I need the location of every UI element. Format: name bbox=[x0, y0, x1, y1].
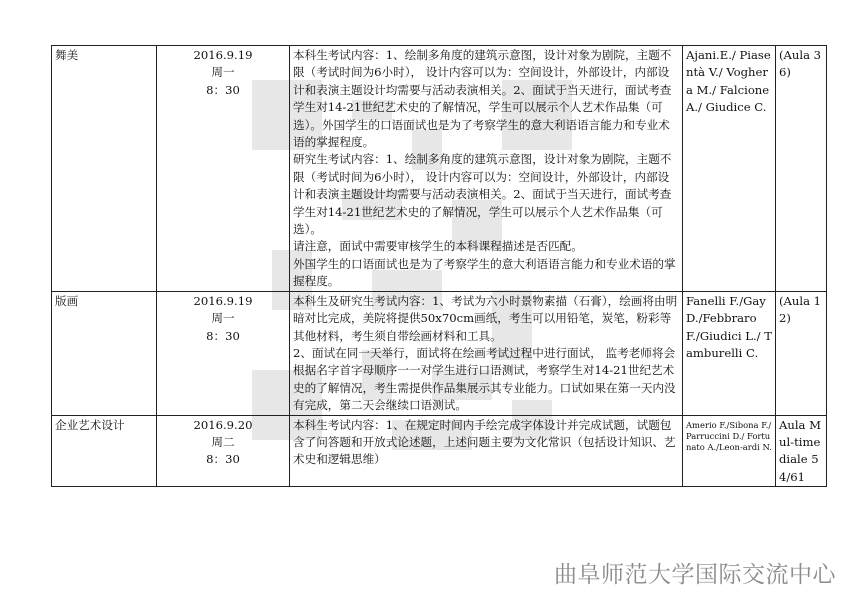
exam-weekday: 周二 bbox=[211, 434, 235, 449]
exam-description bbox=[290, 415, 683, 487]
examiners: Amerio F./Sibona F./Parruccini D./ Fortunato A./Leon-ardi N. bbox=[683, 415, 776, 487]
table-row bbox=[52, 415, 827, 487]
course-name: 企业艺术设计 bbox=[52, 415, 157, 487]
course-name: 版画 bbox=[52, 291, 157, 415]
description-paragraph: 本科生考试内容：1、绘制多角度的建筑示意图，设计对象为剧院，主题不限（考试时间为6小时）， 设计内容可以为：空间设计，外部设计，内部设计和表演主题设计均需要与活动表演相关。2、面试于当天进行，面试考查学生对14-21世纪艺术史的了解情况，学生可以展示个人艺术作品集（可选）。外国学生的口语面试也是为了考察学生的意大利语语言能力和专业术语的掌握程度。 bbox=[293, 48, 672, 150]
exam-schedule-table bbox=[51, 45, 827, 487]
description-paragraph: 2、面试在同一天举行，面试将在绘画考试过程中进行面试， 监考老师将会根据名字首字母顺序一一对学生进行口语测试，考察学生对14-21世纪艺术史的了解情况，考生需提供作品集展示其专业能力。口试如果在第一天内没有完成，第二天会继续口语测试。 bbox=[293, 345, 676, 413]
exam-weekday: 周一 bbox=[211, 311, 235, 326]
exam-date: 2016.9.19 bbox=[193, 293, 253, 308]
exam-time: 8：30 bbox=[206, 328, 240, 343]
description-paragraph: 请注意，面试中需要审核学生的本科课程描述是否匹配。 bbox=[293, 239, 583, 254]
exam-datetime bbox=[157, 415, 290, 487]
exam-datetime bbox=[157, 46, 290, 292]
examiners: Fanelli F./Gay D./Febbraro F./Giudici L./ Tamburelli C. bbox=[683, 291, 776, 415]
exam-room: (Aula 36) bbox=[776, 46, 827, 292]
description-paragraph: 本科生考试内容：1、在规定时间内手绘完成字体设计并完成试题，试题包含了问答题和开放式论述题，上述问题主要为文化常识（包括设计知识、艺术史和逻辑思维） bbox=[293, 417, 676, 467]
description-paragraph: 本科生及研究生考试内容：1、考试为六小时景物素描（石膏），绘画将由明暗对比完成，美院将提供50x70cm画纸，考生可以用铅笔，炭笔，粉彩等其他材料，考生须自带绘画材料和工具。 bbox=[293, 293, 678, 343]
exam-time: 8：30 bbox=[206, 82, 240, 97]
examiners: Ajani.E./ Piasentà V./ Voghera M./ Falcione A./ Giudice C. bbox=[683, 46, 776, 292]
exam-date: 2016.9.19 bbox=[193, 48, 253, 62]
exam-weekday: 周一 bbox=[211, 65, 235, 80]
exam-description bbox=[290, 46, 683, 292]
description-paragraph: 外国学生的口语面试也是为了考察学生的意大利语语言能力和专业术语的掌握程度。 bbox=[293, 256, 676, 289]
table-row bbox=[52, 46, 827, 292]
footer-organization: 曲阜师范大学国际交流中心 bbox=[554, 562, 836, 588]
exam-datetime bbox=[157, 291, 290, 415]
exam-date: 2016.9.20 bbox=[193, 417, 253, 432]
description-paragraph: 研究生考试内容：1、绘制多角度的建筑示意图，设计对象为剧院，主题不限（考试时间为6小时）， 设计内容可以为：空间设计，外部设计，内部设计和表演主题设计均需要与活动表演相关。2、面试于当天进行，面试考查学生对14-21世纪艺术史的了解情况，学生可以展示个人艺术作品集（可选）。 bbox=[293, 152, 672, 237]
exam-room: Aula Mul-timediale 54/61 bbox=[776, 415, 827, 487]
exam-description bbox=[290, 291, 683, 415]
table-row bbox=[52, 291, 827, 415]
exam-time: 8：30 bbox=[206, 452, 240, 467]
exam-room: (Aula 12) bbox=[776, 291, 827, 415]
course-name: 舞美 bbox=[52, 46, 157, 292]
